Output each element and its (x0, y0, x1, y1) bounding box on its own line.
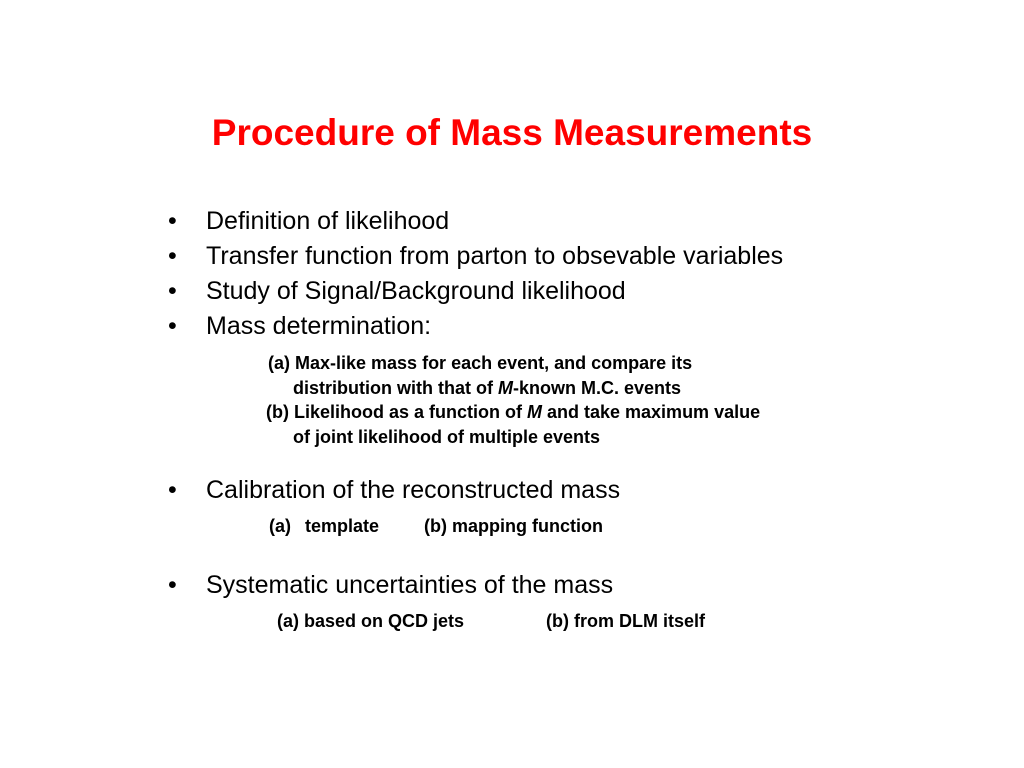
systematics-b: (b) from DLM itself (546, 611, 705, 631)
bullet-dot: • (168, 242, 177, 270)
slide-title: Procedure of Mass Measurements (211, 112, 813, 153)
bullet-text: Mass determination: (206, 312, 432, 340)
text-segment: (b) Likelihood as a function of (266, 402, 527, 422)
bullet-text: Transfer function from parton to obsevable variables (206, 242, 784, 270)
bullet-text: Study of Signal/Background likelihood (206, 277, 626, 305)
text-segment: and take maximum value (542, 402, 761, 422)
mass-determination-a-line1: (a) Max-like mass for each event, and compare its (268, 353, 693, 373)
bullet-dot: • (168, 571, 177, 599)
mass-determination-b-line1 (266, 400, 760, 424)
bullet-dot: • (168, 476, 177, 504)
bullet-text: Calibration of the reconstructed mass (206, 476, 621, 504)
bullet-dot: • (168, 312, 177, 340)
systematics-a: (a) based on QCD jets (277, 611, 465, 631)
mass-determination-a-line2 (293, 376, 681, 400)
text-segment: distribution with that of (293, 378, 498, 398)
calibration-a-label: (a) (269, 516, 291, 536)
calibration-b: (b) mapping function (424, 516, 603, 536)
italic-symbol: M (497, 378, 513, 398)
text-segment: -known M.C. events (512, 378, 681, 398)
mass-determination-b-line2: of joint likelihood of multiple events (293, 427, 601, 447)
bullet-text: Systematic uncertainties of the mass (206, 571, 614, 599)
bullet-text: Definition of likelihood (206, 207, 450, 235)
bullet-dot: • (168, 277, 177, 305)
italic-symbol: M (527, 402, 542, 422)
calibration-a-text: template (305, 516, 380, 536)
bullet-dot: • (168, 207, 177, 235)
